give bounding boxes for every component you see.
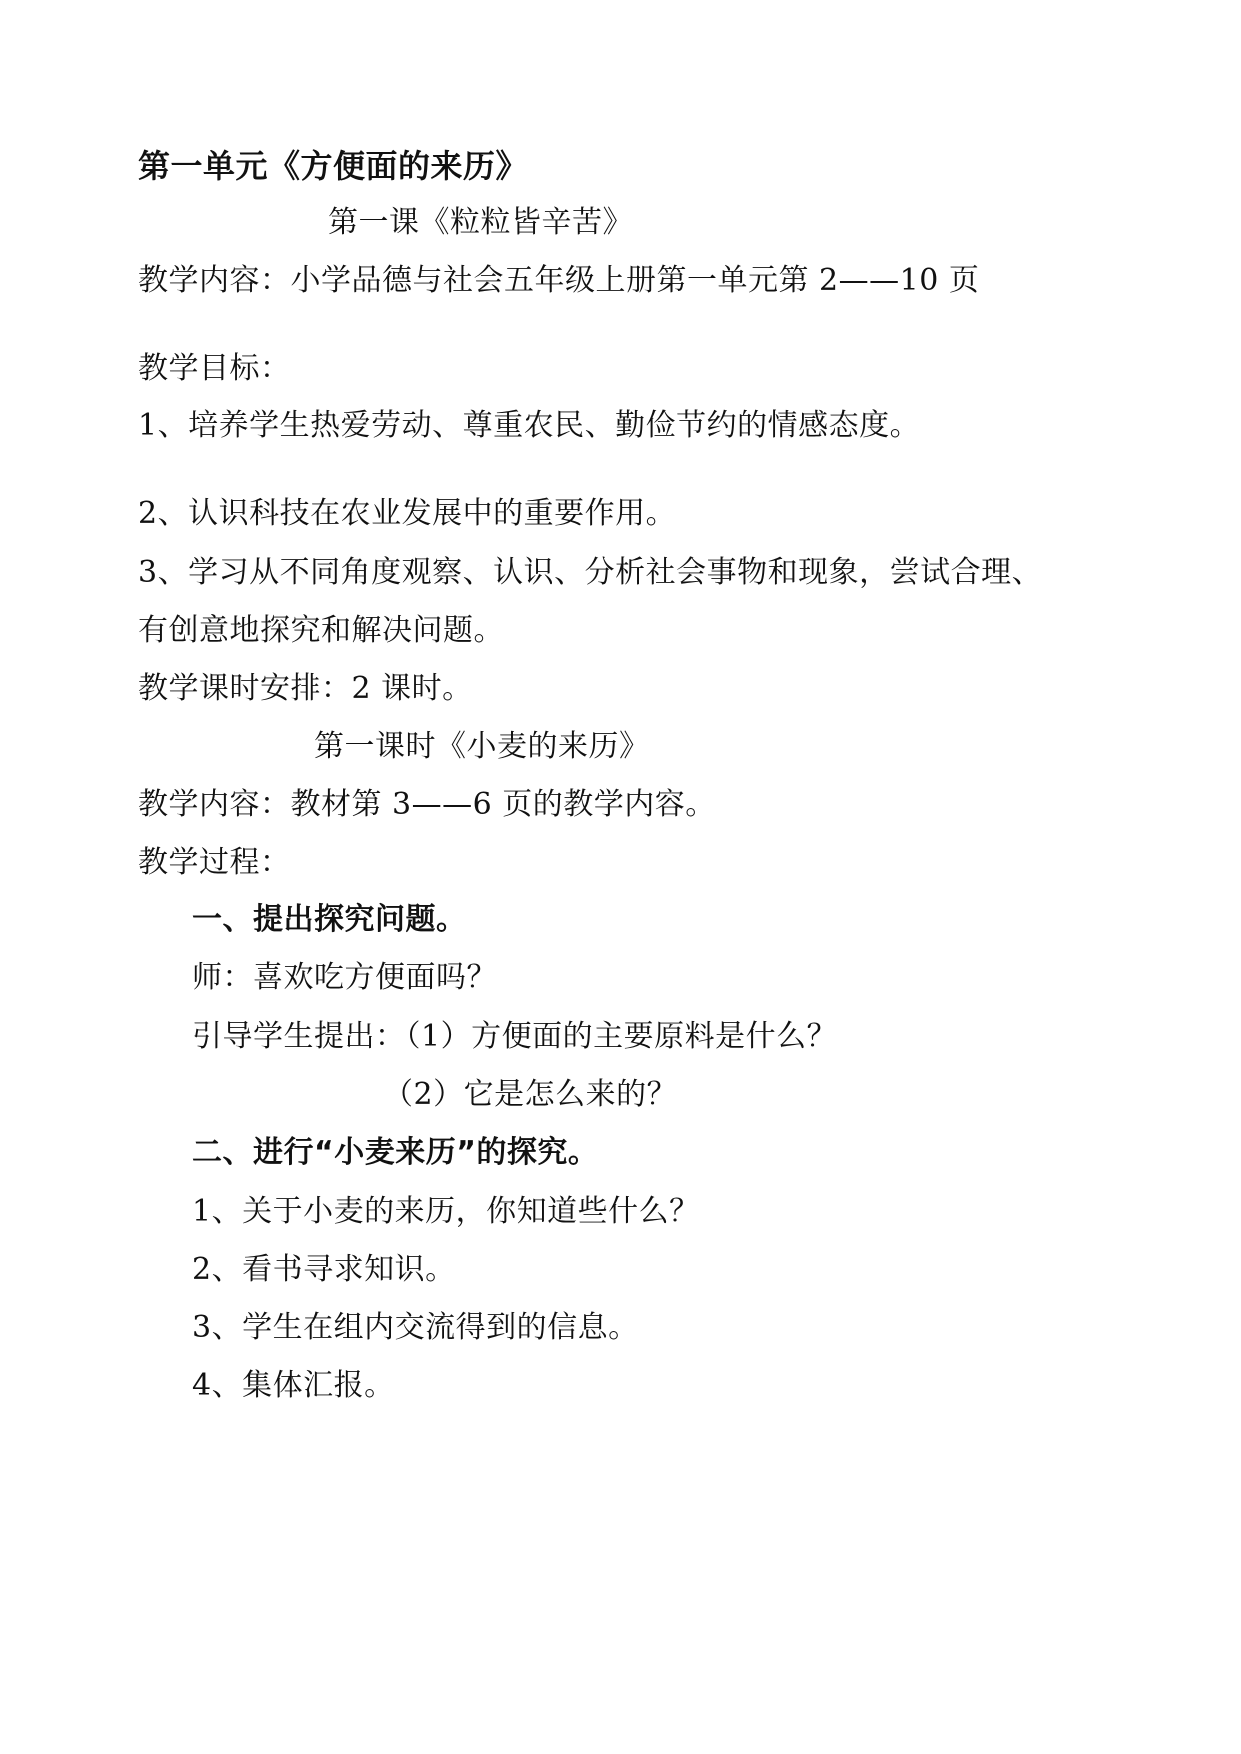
section-2-item-3: 3、学生在组内交流得到的信息。 bbox=[192, 1310, 639, 1345]
teaching-process-label: 教学过程： bbox=[138, 845, 291, 880]
section-1-heading: 一、提出探究问题。 bbox=[192, 902, 467, 937]
schedule-line bbox=[138, 669, 473, 709]
goal-item-2: 2、认识科技在农业发展中的重要作用。 bbox=[138, 496, 677, 531]
period-content-text: 教材第 3——6 页的教学内容。 bbox=[290, 787, 716, 822]
section-2-item-4: 4、集体汇报。 bbox=[192, 1368, 395, 1403]
section-1-line-2: 引导学生提出：（1）方便面的主要原料是什么？ bbox=[192, 1019, 838, 1054]
section-2-heading: 二、进行“小麦来历”的探究。 bbox=[192, 1135, 599, 1170]
section-1-line-1: 师：喜欢吃方便面吗？ bbox=[192, 960, 497, 995]
goal-item-3-continued: 有创意地探究和解决问题。 bbox=[138, 613, 504, 648]
section-1-line-3: （2）它是怎么来的？ bbox=[383, 1077, 678, 1112]
schedule-text: 2 课时。 bbox=[351, 671, 473, 706]
teaching-content-text: 小学品德与社会五年级上册第一单元第 2——10 页 bbox=[290, 263, 980, 298]
period-content-label: 教学内容： bbox=[138, 787, 291, 822]
period-title: 第一课时《小麦的来历》 bbox=[314, 729, 650, 764]
teaching-content-line bbox=[138, 261, 979, 301]
section-2-item-2: 2、看书寻求知识。 bbox=[192, 1252, 456, 1287]
goal-item-1: 1、培养学生热爱劳动、尊重农民、勤俭节约的情感态度。 bbox=[138, 408, 921, 443]
unit-title: 第一单元《方便面的来历》 bbox=[138, 147, 529, 185]
teaching-content-label: 教学内容： bbox=[138, 263, 291, 298]
teaching-goals-label: 教学目标： bbox=[138, 351, 291, 386]
schedule-label: 教学课时安排： bbox=[138, 671, 352, 706]
period-content-line bbox=[138, 785, 716, 825]
lesson-title: 第一课《粒粒皆辛苦》 bbox=[328, 205, 633, 240]
section-2-item-1: 1、关于小麦的来历，你知道些什么？ bbox=[192, 1194, 700, 1229]
goal-item-3: 3、学习从不同角度观察、认识、分析社会事物和现象，尝试合理、 bbox=[138, 555, 1043, 590]
